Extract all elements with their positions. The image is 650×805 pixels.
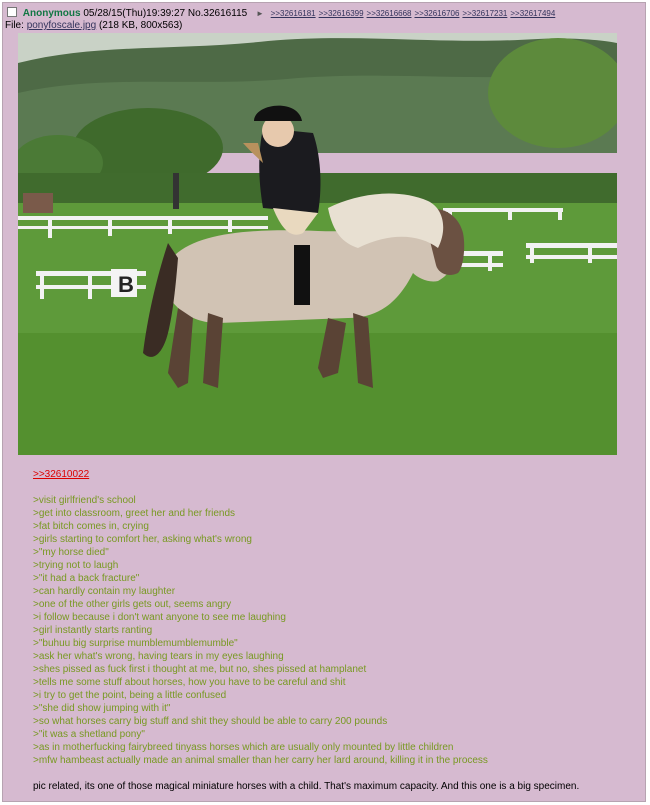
file-label: File:	[5, 20, 24, 31]
greentext-line: >trying not to laugh	[33, 560, 119, 571]
post-body	[33, 469, 623, 767]
backlink[interactable]: >>32616668	[366, 9, 412, 18]
backlink[interactable]: >>32616706	[414, 9, 460, 18]
greentext-line: >"it was a shetland pony"	[33, 729, 145, 740]
backlink[interactable]: >>32616181	[270, 9, 316, 18]
backlink[interactable]: >>32617494	[510, 9, 556, 18]
photo-rider-boot	[294, 245, 310, 305]
greentext-line: >as in motherfucking fairybreed tinyass horses which are usually only mounted by little children	[33, 742, 454, 753]
greentext-line: >shes pissed as fuck first i thought at me, but no, shes pissed at hamplanet	[33, 664, 367, 675]
greentext-line: >tells me some stuff about horses, how you have to be careful and shit	[33, 677, 346, 688]
greentext-line: >one of the other girls gets out, seems angry	[33, 599, 232, 610]
quote-link[interactable]: >>32610022	[33, 469, 90, 480]
greentext-line: >ask her what's wrong, having tears in my eyes laughing	[33, 651, 284, 662]
post-comment: pic related, its one of those magical miniature horses with a child. That's maximum capacity. And this one is a big specimen.	[33, 781, 580, 792]
post-datetime: 05/28/15(Thu)19:39:27	[83, 8, 186, 19]
photo-carriage	[23, 193, 53, 213]
post-header	[7, 7, 558, 19]
post-select-checkbox[interactable]	[7, 7, 17, 17]
file-link[interactable]: ponyfoscale.jpg	[26, 20, 97, 31]
file-meta: (218 KB, 800x563)	[98, 20, 183, 31]
greentext-line: >"my horse died"	[33, 547, 109, 558]
greentext-block	[33, 494, 623, 767]
pony-photo	[18, 33, 617, 455]
backlink[interactable]: >>32617231	[462, 9, 508, 18]
greentext-line: >i follow because i don't want anyone to see me laughing	[33, 612, 286, 623]
greentext-line: >fat bitch comes in, crying	[33, 521, 149, 532]
post-container	[2, 2, 646, 802]
photo-sign-letter: B	[118, 272, 134, 297]
photo-spectator	[173, 173, 179, 209]
greentext-line: >girl instantly starts ranting	[33, 625, 153, 636]
post-number[interactable]: No.32616115	[187, 8, 248, 19]
file-info	[5, 20, 182, 32]
photo-grass-front	[18, 333, 617, 455]
backlink[interactable]: >>32616399	[318, 9, 364, 18]
post-menu-arrow-icon[interactable]: ►	[255, 9, 264, 18]
greentext-line: >so what horses carry big stuff and shit they should be able to carry 200 pounds	[33, 716, 388, 727]
greentext-line: >girls starting to comfort her, asking what's wrong	[33, 534, 252, 545]
greentext-line: >can hardly contain my laughter	[33, 586, 176, 597]
greentext-line: >"she did show jumping with it"	[33, 703, 171, 714]
greentext-line: >mfw hambeast actually made an animal smaller than her carry her lard around, killing it in the process	[33, 755, 488, 766]
post-image[interactable]	[18, 33, 617, 455]
greentext-line: >"buhuu big surprise mumblemumblemumble"	[33, 638, 238, 649]
greentext-line: >i try to get the point, being a little confused	[33, 690, 227, 701]
greentext-line: >visit girlfriend's school	[33, 495, 136, 506]
poster-name: Anonymous	[22, 8, 81, 19]
greentext-line: >"it had a back fracture"	[33, 573, 140, 584]
greentext-line: >get into classroom, greet her and her friends	[33, 508, 236, 519]
